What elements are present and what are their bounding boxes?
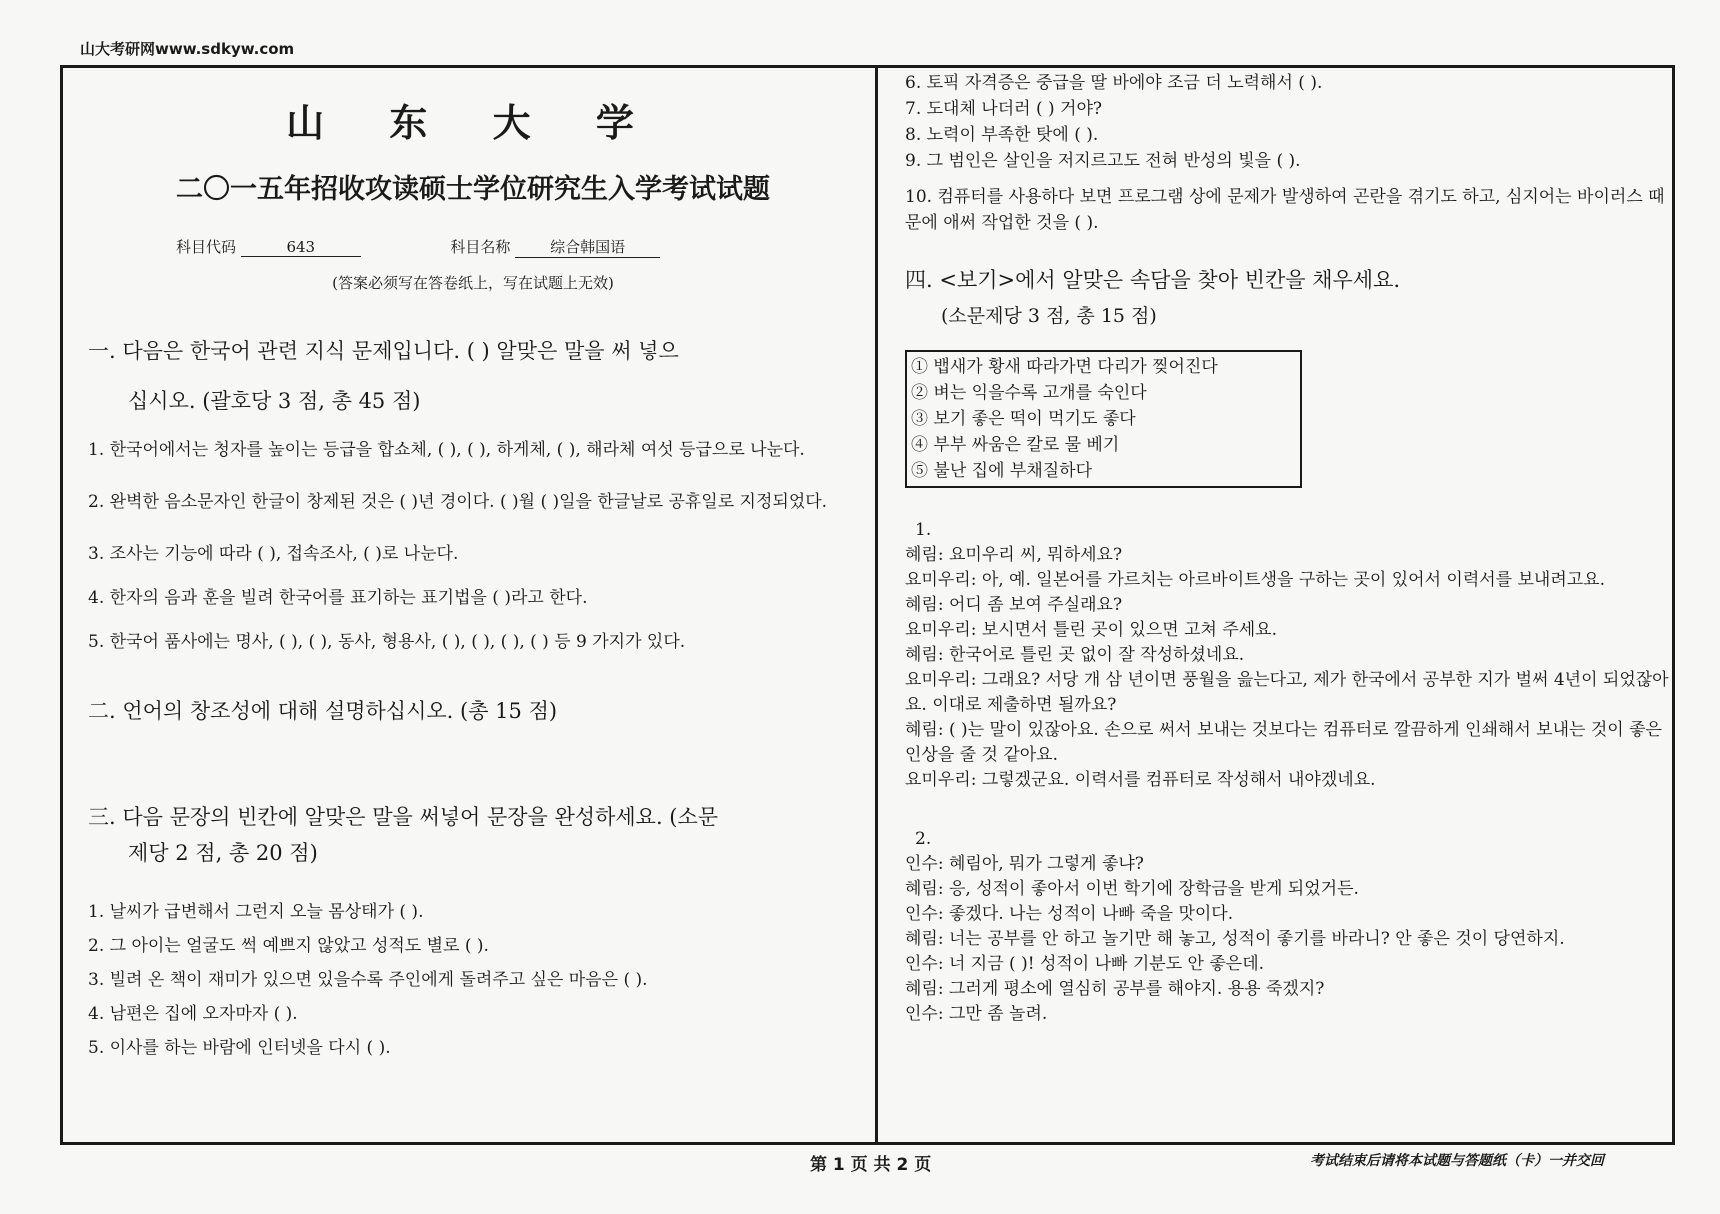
dialog-line: 인수: 그만 좀 놀려. — [905, 1004, 1048, 1024]
section3-title-line1: 三. 다음 문장의 빈칸에 알맞은 말을 써넣어 문장을 완성하세요. (소문 — [88, 805, 719, 829]
section1-title-line2: 십시오. (괄호당 3 점, 총 45 점) — [128, 389, 421, 413]
dialog-line: 요미우리: 그렇겠군요. 이력서를 컴퓨터로 작성해서 내야겠네요. — [905, 770, 1376, 790]
section3-question-8: 8. 노력이 부족한 탓에 ( ). — [905, 125, 1099, 145]
dialog-line: 혜림: 응, 성적이 좋아서 이번 학기에 장학금을 받게 되었거든. — [905, 879, 1359, 899]
section4-title-line1: 四. <보기>에서 알맞은 속담을 찾아 빈칸을 채우세요. — [905, 268, 1401, 292]
dialog-line: 혜림: 어디 좀 보여 주실래요? — [905, 595, 1123, 615]
section1-question-1: 1. 한국어에서는 청자를 높이는 등급을 합쇼체, ( ), ( ), 하게체, ( ), 해라체 여섯 등급으로 나눈다. — [88, 440, 805, 460]
proverb-option: ① 뱁새가 황새 따라가면 다리가 찢어진다 — [911, 357, 1218, 377]
subject-code-label: 科目代码 — [176, 238, 237, 256]
dialog-line: 혜림: 그러게 평소에 열심히 공부를 해야지. 용용 죽겠지? — [905, 979, 1325, 999]
section3-question-10: 10. 컴퓨터를 사용하다 보면 프로그램 상에 문제가 발생하여 곤란을 겪기도 하고, 심지어는 바이러스 때문에 애써 작업한 것을 ( ). — [905, 187, 1665, 233]
dialog-line: 혜림: 한국어로 틀린 곳 없이 잘 작성하셨네요. — [905, 645, 1245, 665]
section3-question-9: 9. 그 범인은 살인을 저지르고도 전혀 반성의 빛을 ( ). — [905, 151, 1301, 171]
subject-name: 综合韩国语 — [515, 236, 660, 258]
dialog-1 — [905, 518, 1670, 793]
dialog-line: 요미우리: 아, 예. 일본어를 가르치는 아르바이트생을 구하는 곳이 있어서 이력서를 보내려고요. — [905, 570, 1606, 590]
section3-question-1: 1. 날씨가 급변해서 그런지 오늘 몸상태가 ( ). — [88, 902, 424, 922]
section4-title-line2: (소문제당 3 점, 총 15 점) — [941, 305, 1157, 327]
section2-title: 二. 언어의 창조성에 대해 설명하십시오. (총 15 점) — [88, 699, 558, 723]
dialog-line: 인수: 혜림아, 뭐가 그렇게 좋냐? — [905, 854, 1144, 874]
proverb-option: ⑤ 불난 집에 부채질하다 — [911, 461, 1093, 481]
section3-question-4: 4. 남편은 집에 오자마자 ( ). — [88, 1004, 298, 1024]
dialog-line: 인수: 좋겠다. 나는 성적이 나빠 죽을 맛이다. — [905, 904, 1234, 924]
dialog-1-number: 1. — [915, 520, 932, 540]
subject-code: 643 — [241, 238, 361, 257]
section3-question-6: 6. 토픽 자격증은 중급을 딸 바에야 조금 더 노력해서 ( ). — [905, 73, 1323, 93]
section3-question-5: 5. 이사를 하는 바람에 인터넷을 다시 ( ). — [88, 1038, 391, 1058]
dialog-2 — [905, 827, 1670, 1027]
page-spine-divider — [875, 65, 878, 1145]
right-column — [905, 70, 1670, 1027]
page-number: 第 1 页 共 2 页 — [810, 1155, 932, 1175]
section1-question-4: 4. 한자의 음과 훈을 빌려 한국어를 표기하는 표기법을 ( )라고 한다. — [88, 588, 588, 608]
left-column — [88, 92, 858, 1061]
dialog-line: 요미우리: 보시면서 틀린 곳이 있으면 고쳐 주세요. — [905, 620, 1277, 640]
answer-note: (答案必须写在答卷纸上，写在试题上无效) — [332, 274, 614, 292]
section3-question-7: 7. 도대체 나더러 ( ) 거야? — [905, 99, 1102, 119]
section1-question-5: 5. 한국어 품사에는 명사, ( ), ( ), 동사, 형용사, ( ), ( ), ( ), ( ) 등 9 가지가 있다. — [88, 632, 686, 652]
section3-title-line2: 제당 2 점, 총 20 점) — [128, 841, 318, 865]
footer-note: 考试结束后请将本试题与答题纸（卡）一并交回 — [1310, 1153, 1604, 1169]
subject-name-label: 科目名称 — [450, 238, 511, 256]
section3-question-2: 2. 그 아이는 얼굴도 썩 예쁘지 않았고 성적도 별로 ( ). — [88, 936, 489, 956]
dialog-line: 혜림: 너는 공부를 안 하고 놀기만 해 놓고, 성적이 좋기를 바라니? 안 좋은 것이 당연하지. — [905, 929, 1565, 949]
dialog-line: 인수: 너 지금 ( )! 성적이 나빠 기분도 안 좋은데. — [905, 954, 1265, 974]
exam-title: 二〇一五年招收攻读硕士学位研究生入学考试试题 — [176, 174, 770, 205]
university-title: 山 东 大 学 — [286, 100, 660, 145]
dialog-line: 요미우리: 그래요? 서당 개 삼 년이면 풍월을 읊는다고, 제가 한국에서 공부한 지가 벌써 4년이 되었잖아요. 이대로 제출하면 될까요? — [905, 670, 1669, 715]
proverb-option: ② 벼는 익을수록 고개를 숙인다 — [911, 383, 1147, 403]
proverb-option: ④ 부부 싸움은 칼로 물 베기 — [911, 435, 1120, 455]
proverb-options-box — [905, 350, 1302, 488]
dialog-line: 혜림: ( )는 말이 있잖아요. 손으로 써서 보내는 것보다는 컴퓨터로 깔끔하게 인쇄해서 보내는 것이 좋은 인상을 줄 것 같아요. — [905, 720, 1662, 765]
section1-question-3: 3. 조사는 기능에 따라 ( ), 접속조사, ( )로 나눈다. — [88, 544, 459, 564]
dialog-2-number: 2. — [915, 829, 932, 849]
section1-question-2: 2. 완벽한 음소문자인 한글이 창제된 것은 ( )년 경이다. ( )월 ( )일을 한글날로 공휴일로 지정되었다. — [88, 492, 828, 512]
section3-question-3: 3. 빌려 온 책이 재미가 있으면 있을수록 주인에게 돌려주고 싶은 마음은 ( ). — [88, 970, 648, 990]
subject-meta — [176, 236, 858, 258]
section1-title-line1: 一. 다음은 한국어 관련 지식 문제입니다. ( ) 알맞은 말을 써 넣으 — [88, 339, 679, 363]
dialog-line: 혜림: 요미우리 씨, 뭐하세요? — [905, 545, 1123, 565]
proverb-option: ③ 보기 좋은 떡이 먹기도 좋다 — [911, 409, 1136, 429]
site-header: 山大考研网www.sdkyw.com — [80, 40, 295, 58]
